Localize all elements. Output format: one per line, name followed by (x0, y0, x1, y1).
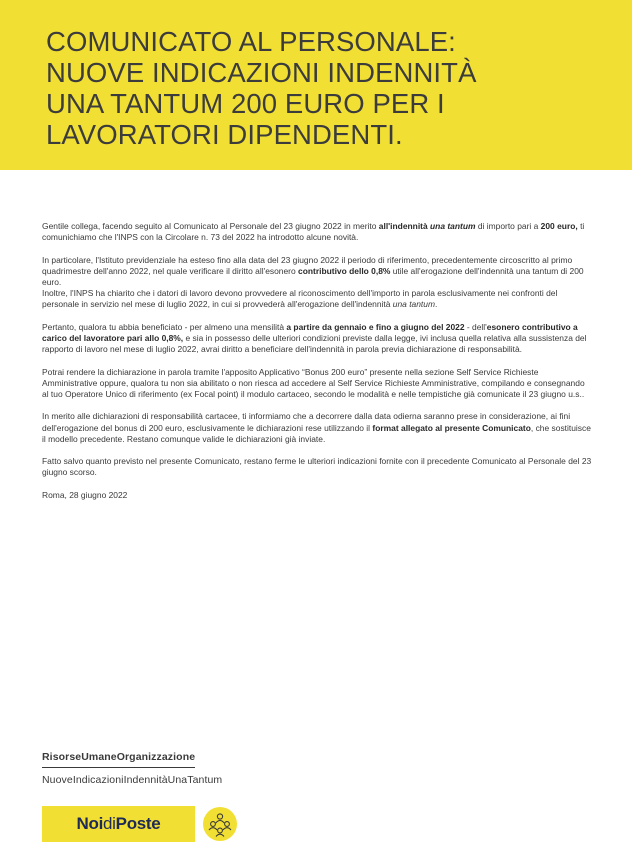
paragraph-closing: Fatto salvo quanto previsto nel presente Comunicato, restano ferme le ulteriori indicazioni fornite con il precedente Comunicato al Personale del 23 giugno scorso. (42, 456, 592, 478)
header-banner (0, 0, 632, 170)
title-line-4: LAVORATORI DIPENDENTI. (46, 119, 403, 150)
title-line-3: UNA TANTUM 200 EURO PER I (46, 88, 445, 119)
paragraph-paper-declarations: In merito alle dichiarazioni di responsabilità cartacee, ti informiamo che a decorrere dalla data odierna saranno prese in considerazione, ai fini dell'erogazione del bonus di 200 euro, esclusivamente le dichiarazioni rese utilizzando il format allegato al presente Comunicato, che sostituisce il modello precedente. Restano comunque valide le dichiarazioni già inviate. (42, 411, 591, 444)
paragraph-declaration: Potrai rendere la dichiarazione in parola tramite l'apposito Applicativo “Bonus 200 euro” presente nella sezione Self Service Richieste Amministrative oppure, qualora tu non sia abilitato o non riesca ad accedere al Self Service Richieste Amministrative, compilando e consegnando al tuo Operatore Unico di riferimento (ex Focal point) il modulo cartaceo, secondo le modalità e nelle tempistiche già comunicate il 23 giugno u.s.. (42, 366, 585, 399)
footer-department-block (42, 747, 282, 786)
logo-part-poste: Poste (115, 814, 161, 833)
page-title (46, 26, 606, 150)
paragraph-intro: Gentile collega, facendo seguito al Comunicato al Personale del 23 giugno 2022 in merito all'indennità una tantum di importo pari a 200 euro, ti comunichiamo che l'INPS con la Circolare n. 73 del 2022 ha introdotto alcune novità. (42, 221, 585, 243)
document-date: Roma, 28 giugno 2022 (42, 489, 128, 500)
body-text (42, 221, 592, 512)
people-circle-icon (202, 806, 238, 842)
title-line-2: NUOVE INDICAZIONI INDENNITÀ (46, 57, 477, 88)
logo-part-di: di (103, 814, 116, 833)
paragraph-employers: Inoltre, l'INPS ha chiarito che i datori di lavoro devono provvedere al riconoscimento dell'importo in parola esclusivamente nei confronti del personale in servizio nel mese di luglio 2022, in cui si provvederà all'erogazione dell'indennità una tantum. (42, 288, 558, 310)
department-name: RisorseUmaneOrganizzazione (42, 751, 195, 768)
paragraph-extension: In particolare, l'Istituto previdenziale ha esteso fino alla data del 23 giugno 2022 il periodo di riferimento, precedentemente circoscritto al primo quadrimestre dell'anno 2022, nel quale verificare il diritto all'esonero contributivo dello 0,8% utile all'erogazione dell'indennità una tantum di 200 euro. (42, 254, 584, 287)
noidiposte-logo (42, 806, 195, 842)
logo-part-noi: Noi (76, 814, 104, 833)
title-line-1: COMUNICATO AL PERSONALE: (46, 26, 456, 57)
paragraph-eligibility: Pertanto, qualora tu abbia beneficiato - per almeno una mensilità a partire da gennaio e fino a giugno del 2022 - dell'esonero contributivo a carico del lavoratore pari allo 0,8%, e sia in possesso delle ulteriori condizioni previste dalla legge, ivi inclusa quella relativa alla sussistenza del rapporto di lavoro nel mese di luglio 2022, avrai diritto a beneficiare dell'indennità in parola previa dichiarazione di responsabilità. (42, 321, 587, 355)
document-subtitle: NuoveIndicazioniIndennitàUnaTantum (42, 774, 223, 786)
